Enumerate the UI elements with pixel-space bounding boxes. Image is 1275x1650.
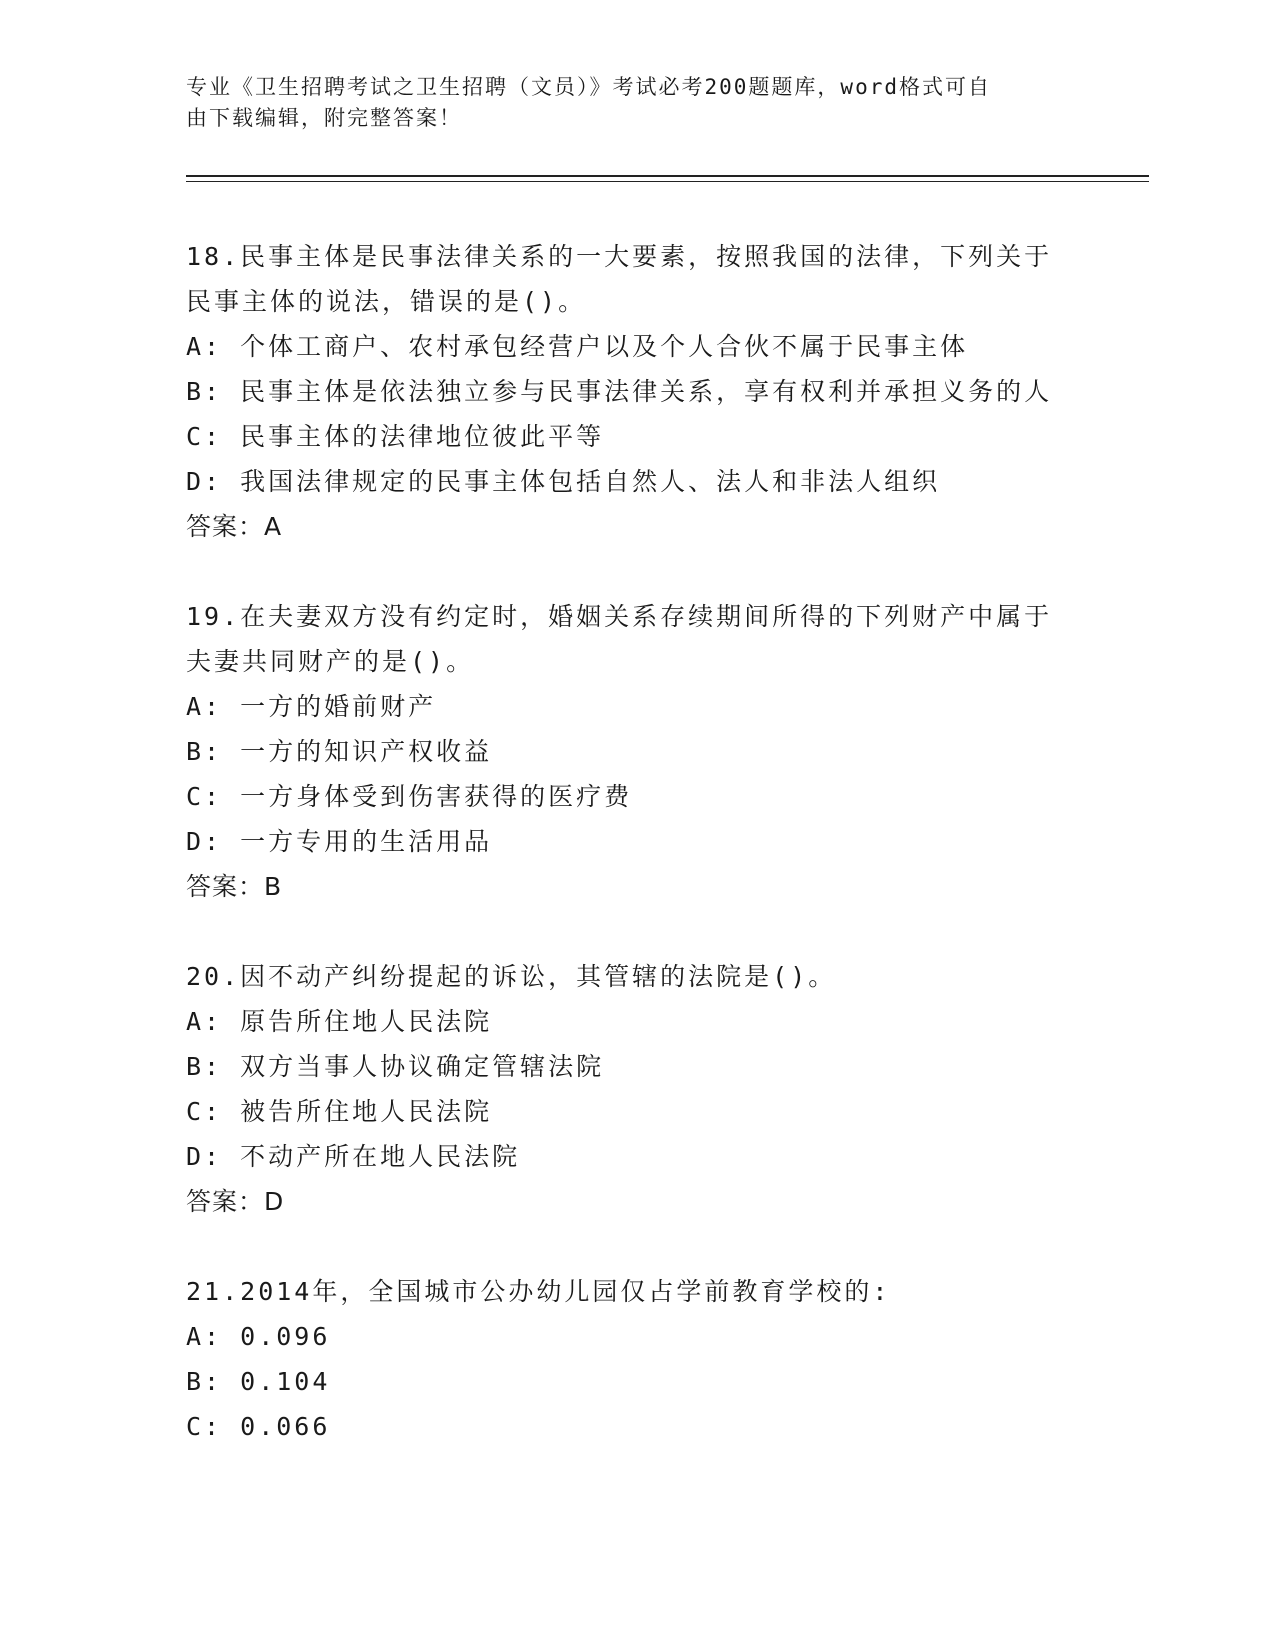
answer-line: 答案：B bbox=[186, 872, 283, 901]
answer-line: 答案：A bbox=[186, 512, 283, 541]
header-divider-thin bbox=[186, 181, 1149, 182]
option-a: A: 原告所住地人民法院 bbox=[186, 1007, 493, 1036]
header-divider-thick bbox=[186, 175, 1149, 177]
option-d: D: 我国法律规定的民事主体包括自然人、法人和非法人组织 bbox=[186, 467, 941, 496]
option-b: B: 一方的知识产权收益 bbox=[186, 737, 493, 766]
option-d: D: 不动产所在地人民法院 bbox=[186, 1142, 521, 1171]
question-stem-line: 夫妻共同财产的是()。 bbox=[186, 647, 475, 676]
option-c: C: 一方身体受到伤害获得的医疗费 bbox=[186, 782, 633, 811]
question-stem-line: 18.民事主体是民事法律关系的一大要素，按照我国的法律，下列关于 bbox=[186, 242, 1053, 271]
question-stem-line: 19.在夫妻双方没有约定时，婚姻关系存续期间所得的下列财产中属于 bbox=[186, 602, 1053, 631]
question-list bbox=[186, 234, 1086, 1494]
document-header bbox=[186, 72, 1066, 134]
option-a: A: 个体工商户、农村承包经营户以及个人合伙不属于民事主体 bbox=[186, 332, 969, 361]
question-19 bbox=[186, 594, 1086, 909]
option-c: C: 被告所住地人民法院 bbox=[186, 1097, 493, 1126]
question-stem-line: 21.2014年，全国城市公办幼儿园仅占学前教育学校的: bbox=[186, 1277, 891, 1306]
question-stem-line: 20.因不动产纠纷提起的诉讼，其管辖的法院是()。 bbox=[186, 962, 837, 991]
option-d: D: 一方专用的生活用品 bbox=[186, 827, 493, 856]
option-a: A: 0.096 bbox=[186, 1322, 331, 1351]
question-18 bbox=[186, 234, 1086, 549]
option-c: C: 民事主体的法律地位彼此平等 bbox=[186, 422, 605, 451]
option-b: B: 0.104 bbox=[186, 1367, 331, 1396]
header-line-2: 由下载编辑，附完整答案！ bbox=[186, 106, 462, 130]
question-20 bbox=[186, 954, 1086, 1224]
option-a: A: 一方的婚前财产 bbox=[186, 692, 437, 721]
answer-line: 答案：D bbox=[186, 1187, 285, 1216]
question-stem-line: 民事主体的说法，错误的是()。 bbox=[186, 287, 587, 316]
option-b: B: 民事主体是依法独立参与民事法律关系，享有权利并承担义务的人 bbox=[186, 377, 1053, 406]
option-c: C: 0.066 bbox=[186, 1412, 331, 1441]
option-b: B: 双方当事人协议确定管辖法院 bbox=[186, 1052, 605, 1081]
header-line-1: 专业《卫生招聘考试之卫生招聘（文员）》考试必考200题题库，word格式可自 bbox=[186, 75, 991, 99]
question-21 bbox=[186, 1269, 1086, 1449]
